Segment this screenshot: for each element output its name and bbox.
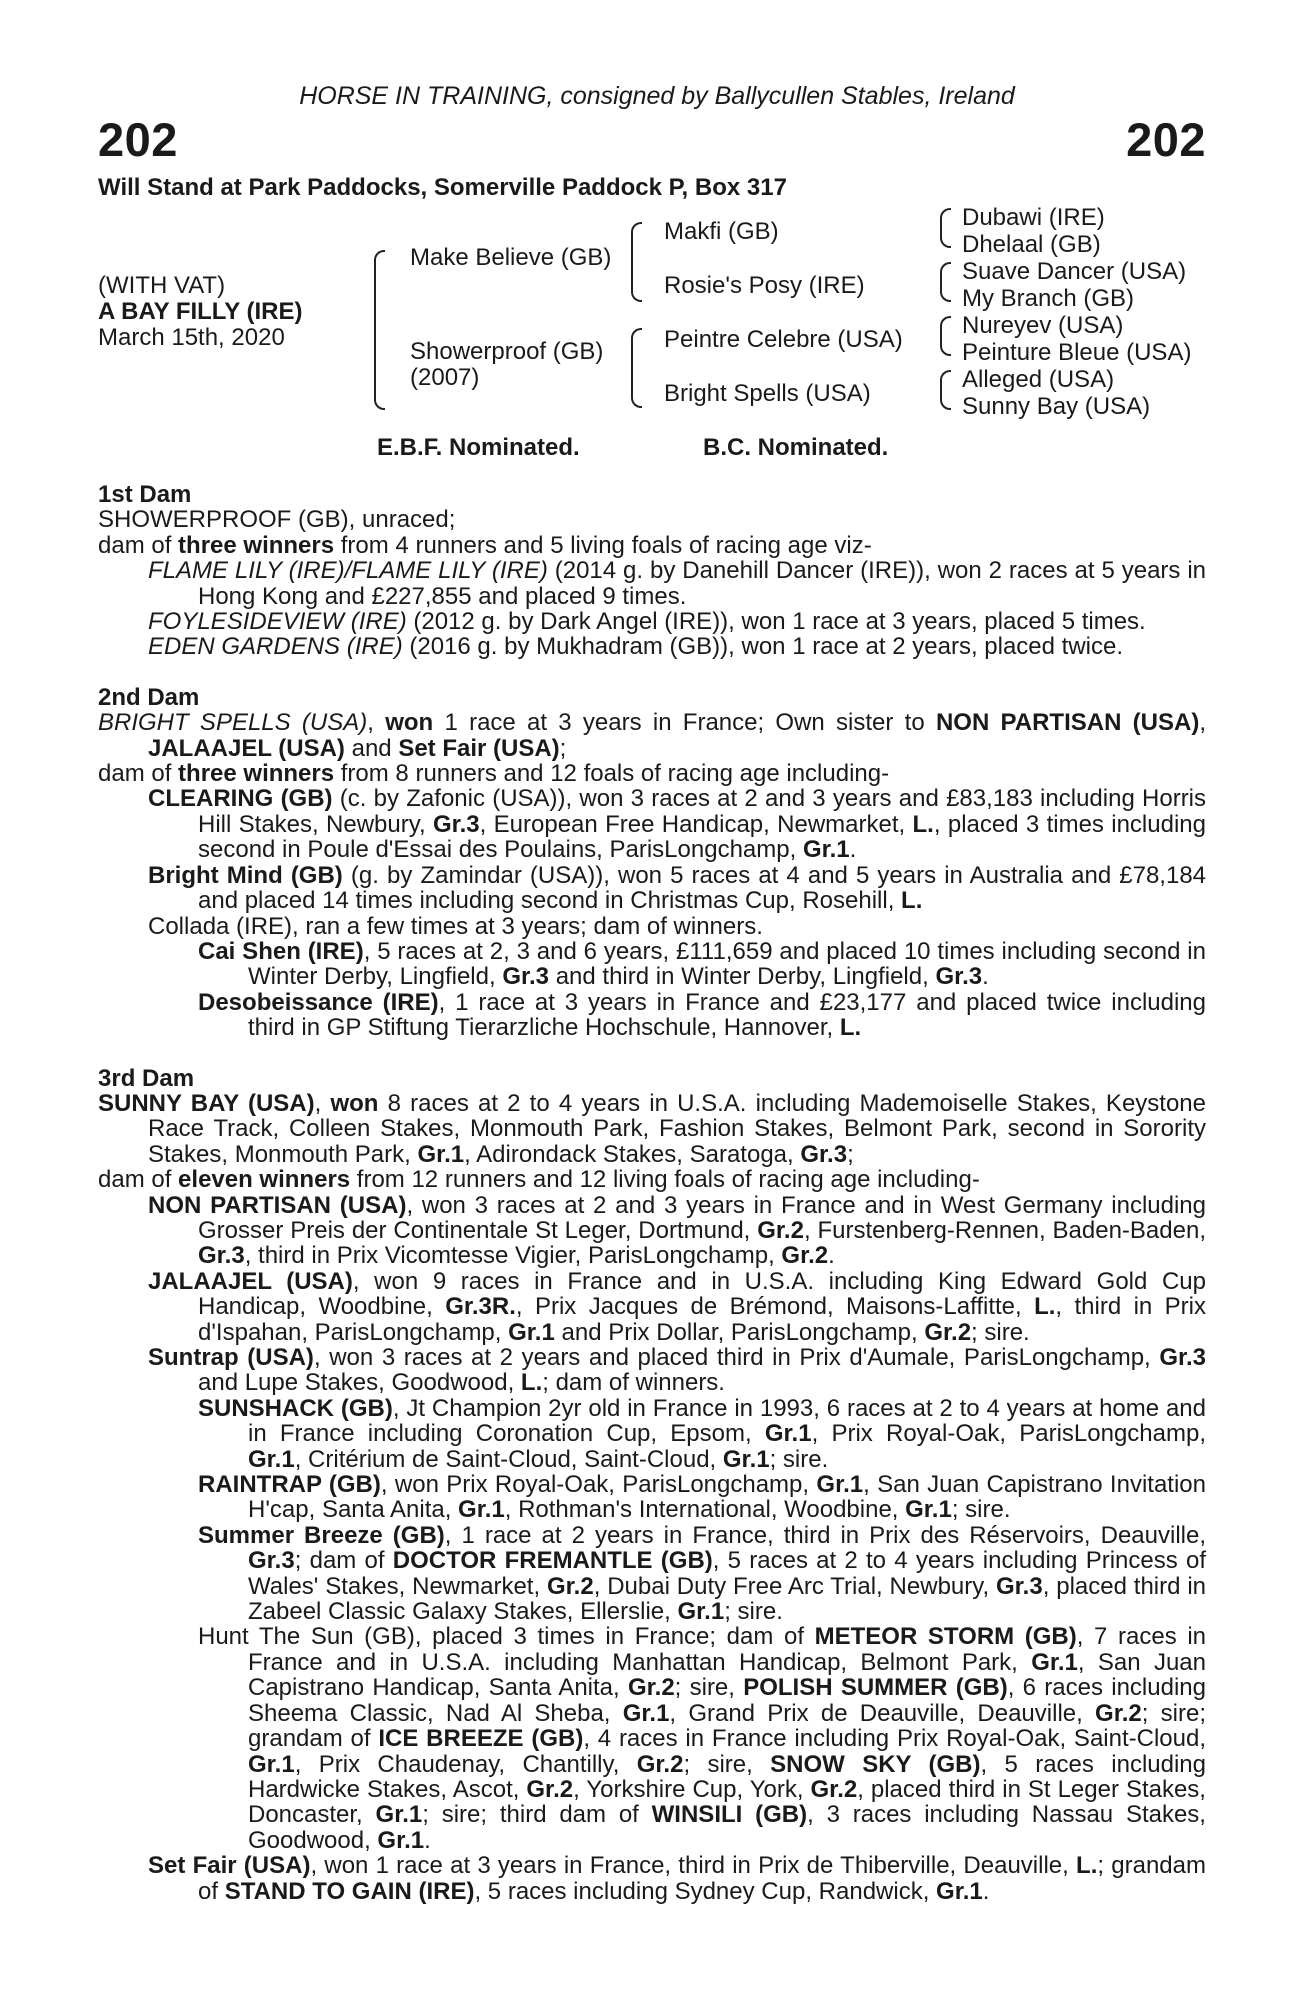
catalogue-subtitle: HORSE IN TRAINING, consigned by Ballycullen Stables, Ireland [299,82,1015,110]
produce-entry: CLEARING (GB) (c. by Zafonic (USA)), won 3 races at 2 and 3 years and £83,183 including Horris Hill Stakes, Newbury, Gr.3, European Free Handicap, Newmarket, L., placed 3 times including second in Poule d'Essai des Poulains, ParisLongchamp, Gr.1. [148,785,1207,864]
brace-ds [940,316,951,356]
produce-entry: FOYLESIDEVIEW (IRE) (2012 g. by Dark Angel (IRE)), won 1 race at 3 years, placed 5 times. [148,608,1146,636]
lot-number-right: 202 [1126,113,1206,166]
third-dam-heading: 3rd Dam [98,1064,195,1092]
third-dam-produce-summary: dam of eleven winners from 12 runners and 12 living foals of racing age including- [98,1166,980,1194]
first-dam-produce-summary: dam of three winners from 4 runners and 5 living foals of racing age viz- [98,531,872,559]
pedigree-dam-dam: Bright Spells (USA) [664,380,871,407]
produce-entry: NON PARTISAN (USA), won 3 races at 2 and 3 years in France and in West Germany including Grosser Preis der Continentale St Leger, Dortmund, Gr.2, Furstenberg-Rennen, Baden-Baden, Gr.3, third in Prix Vicomtesse Vigier, ParisLongchamp, Gr.2. [148,1191,1207,1270]
pedigree-dam-sire: Peintre Celebre (USA) [664,326,903,353]
brace-ss [940,208,951,248]
pedigree-dam-year: (2007) [410,364,480,391]
produce-entry: Desobeissance (IRE), 1 race at 3 years in France and £23,177 and placed twice including third in GP Stiftung Tierarzliche Hochschule, Hannover, L. [198,988,1206,1042]
pedigree-sss: Dubawi (IRE) [962,204,1105,231]
first-dam-line: SHOWERPROOF (GB), unraced; [98,506,456,534]
pedigree-sire-dam: Rosie's Posy (IRE) [664,272,865,299]
produce-entry: Set Fair (USA), won 1 race at 3 years in France, third in Prix de Thiberville, Deauville, L.; grandam of STAND TO GAIN (IRE), 5 races including Sydney Cup, Randwick, Gr.1. [148,1852,1206,1905]
pedigree-ddd: Sunny Bay (USA) [962,393,1151,420]
pedigree-dam: Showerproof (GB) [410,338,604,365]
produce-entry: Hunt The Sun (GB), placed 3 times in France; dam of METEOR STORM (GB), 7 races in France and in U.S.A. including Manhattan Handicap, Belmont Park, Gr.1, San Juan Capistrano Handicap, Santa Anita, Gr.2; sire, POLISH SUMMER (GB), 6 races including Sheema Classic, Nad Al Sheba, Gr.1, Grand Prix de Deauville, Deauville, Gr.2; sire; grandam of ICE BREEZE (GB), 4 races in France including Prix Royal-Oak, Saint-Cloud, Gr.1, Prix Chaudenay, Chantilly, Gr.2; sire, SNOW SKY (GB), 5 races including Hardwicke Stakes, Ascot, Gr.2, Yorkshire Cup, York, Gr.2, placed third in St Leger Stakes, Doncaster, Gr.1; sire; third dam of WINSILI (GB), 3 races including Nassau Stakes, Goodwood, Gr.1. [198,1623,1207,1854]
brace-sire [631,222,642,302]
horse-name: A BAY FILLY (IRE) [98,298,303,325]
brace-dam [631,328,642,408]
vat-note: (WITH VAT) [98,272,226,299]
brace-horse [374,250,385,410]
brace-dd [940,370,951,410]
pedigree-sds: Suave Dancer (USA) [962,258,1187,285]
ebf-nomination: E.B.F. Nominated. [377,434,580,461]
produce-entry: FLAME LILY (IRE)/FLAME LILY (IRE) (2014 g. by Danehill Dancer (IRE)), won 2 races at 5 years in Hong Kong and £227,855 and placed 9 times. [148,557,1207,610]
produce-record [98,482,1206,1904]
horse-dob: March 15th, 2020 [98,324,285,351]
produce-entry: Bright Mind (GB) (g. by Zamindar (USA)), won 5 races at 4 and 5 years in Australia and £78,184 and placed 14 times including second in Christmas Cup, Rosehill, L. [148,861,1207,915]
produce-entry: Cai Shen (IRE), 5 races at 2, 3 and 6 years, £111,659 and placed 10 times including second in Winter Derby, Lingfield, Gr.3 and third in Winter Derby, Lingfield, Gr.3. [198,937,1206,991]
produce-entry: Suntrap (USA), won 3 races at 2 years and placed third in Prix d'Aumale, ParisLongchamp, Gr.3 and Lupe Stakes, Goodwood, L.; dam of winners. [148,1344,1207,1397]
second-dam-heading: 2nd Dam [98,683,200,711]
brace-sd [940,262,951,302]
pedigree-sire-sire: Makfi (GB) [664,218,779,245]
produce-entry: RAINTRAP (GB), won Prix Royal-Oak, ParisLongchamp, Gr.1, San Juan Capistrano Invitation H'cap, Santa Anita, Gr.1, Rothman's International, Woodbine, Gr.1; sire. [198,1471,1206,1524]
pedigree-ssd: Dhelaal (GB) [962,231,1101,258]
stand-location: Will Stand at Park Paddocks, Somerville Paddock P, Box 317 [98,174,787,201]
pedigree-dss: Nureyev (USA) [962,312,1124,339]
bc-nomination: B.C. Nominated. [703,434,889,461]
produce-entry: Summer Breeze (GB), 1 race at 2 years in France, third in Prix des Réservoirs, Deauville, Gr.3; dam of DOCTOR FREMANTLE (GB), 5 races at 2 to 4 years including Princess of Wales' Stakes, Newmarket, Gr.2, Dubai Duty Free Arc Trial, Newbury, Gr.3, placed third in Zabeel Classic Galaxy Stakes, Ellerslie, Gr.1; sire. [198,1521,1207,1626]
second-dam-produce-summary: dam of three winners from 8 runners and 12 foals of racing age including- [98,760,890,788]
produce-entry: SUNSHACK (GB), Jt Champion 2yr old in France in 1993, 6 races at 2 to 4 years at home and in France including Coronation Cup, Epsom, Gr.1, Prix Royal-Oak, ParisLongchamp, Gr.1, Critérium de Saint-Cloud, Saint-Cloud, Gr.1; sire. [198,1394,1207,1473]
produce-entry: EDEN GARDENS (IRE) (2016 g. by Mukhadram (GB)), won 1 race at 2 years, placed twice. [148,633,1124,661]
pedigree-sire: Make Believe (GB) [410,244,612,271]
pedigree-sdd: My Branch (GB) [962,285,1135,312]
produce-entry: JALAAJEL (USA), won 9 races in France and in U.S.A. including King Edward Gold Cup Handicap, Woodbine, Gr.3R., Prix Jacques de Brémond, Maisons-Laffitte, L., third in Prix d'Ispahan, ParisLongchamp, Gr.1 and Prix Dollar, ParisLongchamp, Gr.2; sire. [148,1267,1206,1346]
lot-number-left: 202 [98,113,178,166]
produce-entry: Collada (IRE), ran a few times at 3 years; dam of winners. [148,912,763,940]
pedigree-dsd: Peinture Bleue (USA) [962,339,1192,366]
pedigree-dds: Alleged (USA) [962,366,1115,393]
second-dam-line: BRIGHT SPELLS (USA), won 1 race at 3 years in France; Own sister to NON PARTISAN (USA), JALAAJEL (USA) and Set Fair (USA); [98,709,1207,762]
first-dam-heading: 1st Dam [98,481,192,508]
third-dam-line: SUNNY BAY (USA), won 8 races at 2 to 4 years in U.S.A. including Mademoiselle Stakes, Keystone Race Track, Colleen Stakes, Monmouth Park, Fashion Stakes, Belmont Park, second in Sorority Stakes, Monmouth Park, Gr.1, Adirondack Stakes, Saratoga, Gr.3; [98,1089,1206,1168]
